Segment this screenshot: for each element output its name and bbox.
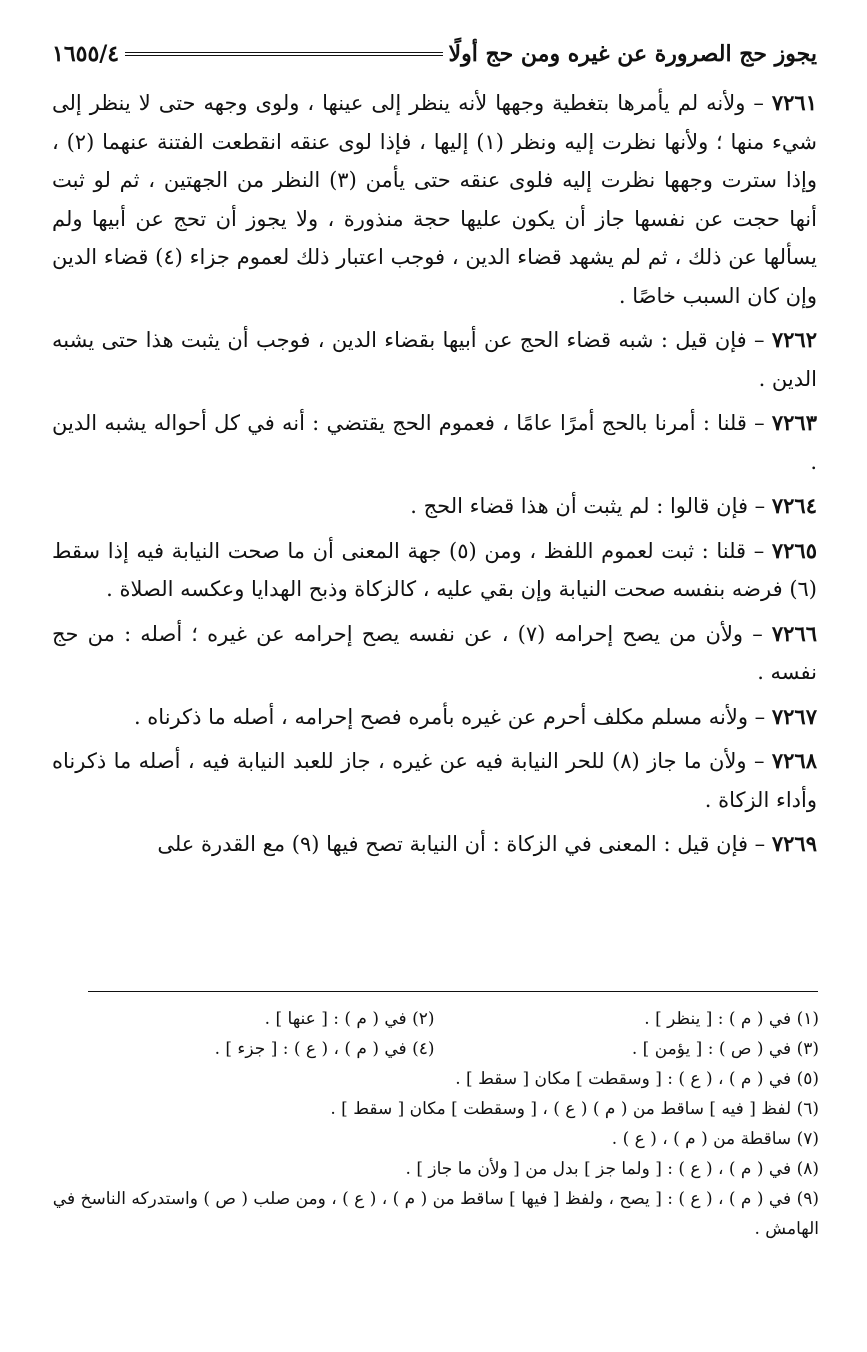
paragraph-text: – فإن قيل : شبه قضاء الحج عن أبيها بقضاء الدين ، فوجب أن يثبت هذا حتى يشبه الدين . (52, 328, 817, 391)
paragraph-number: ٧٢٦٦ (771, 620, 818, 646)
footnote: (٥) في ( م ) ، ( ع ) : [ وسقطت ] مكان [ سقط ] . (455, 1069, 819, 1089)
paragraph-number: ٧٢٦١ (771, 90, 817, 115)
paragraph-text: – ولأنه لم يأمرها بتغطية وجهها لأنه ينظر إلى عينها ، ولوى وجهه حتى لا ينظر إلى شيء منها ؛ ولأنها نظرت إليه ونظر (١) إليها ، فإذا لوى عنقه انقطعت الفتنة عنهما (٢) ، وإذا سترت وجهها نظرت إليه فلوى عنقه حتى يأمن (٣) النظر من الجهتين ، ثم لو ثبت أنها حجت عن نفسها جاز أن يكون عليها حجة منذورة ، ولا يجوز أن تحج عن أبيها ولم يسألها عن ذلك ، ثم لم يشهد قضاء الدين ، فوجب اعتبار ذلك لعموم جزاء (٤) قضاء الدين وإن كان السبب خاصًا . (52, 91, 817, 308)
paragraph-text: – ولأن ما جاز (٨) للحر النيابة فيه عن غيره ، جاز للعبد النيابة فيه ، أصله ما ذكرناه وأداء الزكاة . (52, 749, 817, 812)
running-header (52, 34, 817, 74)
page-number: ١٦٥٥/٤ (52, 41, 120, 67)
paragraph (52, 825, 817, 864)
paragraph-text: – فإن قالوا : لم يثبت أن هذا قضاء الحج . (410, 494, 766, 518)
footnote: (٢) في ( م ) : [ عنها ] . (264, 1009, 435, 1029)
paragraph (52, 487, 817, 526)
footnote-row (50, 1004, 819, 1034)
paragraph-number: ٧٢٦٣ (771, 410, 817, 435)
footnote-row (50, 1034, 819, 1064)
paragraph-text: – ولأنه مسلم مكلف أحرم عن غيره بأمره فصح إحرامه ، أصله ما ذكرناه . (133, 704, 766, 729)
paragraph-text: – ولأن من يصح إحرامه (٧) ، عن نفسه يصح إحرامه عن غيره ؛ أصله : من حج نفسه . (52, 621, 817, 684)
footnote: (٨) في ( م ) ، ( ع ) : [ ولما جز ] بدل من [ ولأن ما جاز ] . (405, 1159, 819, 1179)
paragraph (52, 698, 817, 737)
paragraph-text: – قلنا : ثبت لعموم اللفظ ، ومن (٥) جهة المعنى أن ما صحت النيابة فيه إذا سقط (٦) فرضه بنفسه صحت النيابة وإن بقي عليه ، كالزكاة وذبح الهدايا وعكسه الصلاة . (52, 538, 817, 601)
paragraph-number: ٧٢٦٨ (771, 748, 817, 773)
paragraph-number: ٧٢٦٧ (771, 703, 817, 729)
paragraph (52, 321, 817, 398)
footnote: (٦) لفظ [ فيه ] ساقط من ( م ) ( ع ) ، [ وسقطت ] مكان [ سقط ] . (330, 1099, 819, 1119)
footnote-separator (88, 991, 818, 992)
footnote: (٤) في ( م ) ، ( ع ) : [ جزء ] . (214, 1039, 435, 1059)
running-title: يجوز حج الصرورة عن غيره ومن حج أولًا (448, 41, 817, 67)
paragraph (52, 742, 817, 819)
footnotes (50, 1004, 819, 1244)
paragraph (52, 404, 817, 481)
paragraph-text: – فإن قيل : المعنى في الزكاة : أن النيابة تصح فيها (٩) مع القدرة على (157, 832, 766, 856)
paragraph-number: ٧٢٦٤ (771, 493, 817, 518)
footnote: (٣) في ( ص ) : [ يؤمن ] . (631, 1039, 819, 1059)
paragraph (52, 615, 817, 692)
footnote: (٩) في ( م ) ، ( ع ) : [ يصح ، ولفظ [ فيها ] ساقط من ( م ) ، ( ع ) ، ومن صلب ( ص ) واستدركه الناسخ في الهامش . (52, 1189, 819, 1239)
paragraph (52, 532, 817, 609)
paragraph (52, 84, 817, 315)
footnote: (١) في ( م ) : [ ينظر ] . (644, 1009, 819, 1029)
main-text (52, 84, 817, 864)
paragraph-number: ٧٢٦٥ (771, 537, 817, 563)
footnote: (٧) ساقطة من ( م ) ، ( ع ) . (611, 1129, 819, 1149)
paragraph-number: ٧٢٦٩ (771, 831, 817, 856)
paragraph-number: ٧٢٦٢ (771, 327, 817, 352)
paragraph-text: – قلنا : أمرنا بالحج أمرًا عامًا ، فعموم الحج يقتضي : أنه في كل أحواله يشبه الدين . (52, 411, 817, 474)
header-rule (125, 52, 442, 56)
